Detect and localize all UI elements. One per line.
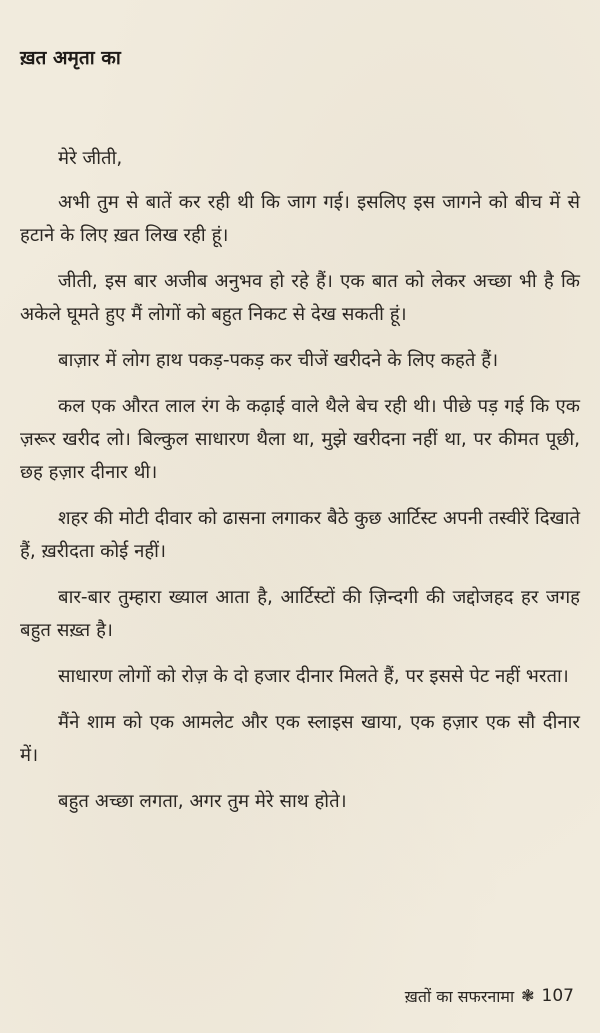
paragraph: शहर की मोटी दीवार को ढासना लगाकर बैठे कुछ आर्टिस्ट अपनी तस्वीरें दिखाते हैं, ख़रीदता कोई नहीं। <box>20 508 580 562</box>
letter-body <box>20 142 580 831</box>
paragraph: अभी तुम से बातें कर रही थी कि जाग गई। इसलिए इस जागने को बीच में से हटाने के लिए ख़त लिख रही हूं। <box>20 192 580 246</box>
paragraph: मैंने शाम को एक आमलेट और एक स्लाइस खाया, एक हज़ार एक सौ दीनार में। <box>20 712 580 766</box>
flower-ornament-icon: ❃ <box>521 986 535 1005</box>
paragraph: साधारण लोगों को रोज़ के दो हजार दीनार मिलते हैं, पर इससे पेट नहीं भरता। <box>58 666 569 687</box>
page-number: 107 <box>541 986 574 1006</box>
paragraph: कल एक औरत लाल रंग के कढ़ाई वाले थैले बेच रही थी। पीछे पड़ गई कि एक ज़रूर खरीद लो। बिल्कुल साधारण थैला था, मुझे खरीदना नहीं था, पर कीमत पूछी, छह हज़ार दीनार थी। <box>20 396 580 483</box>
paragraph: बहुत अच्छा लगता, अगर तुम मेरे साथ होते। <box>58 791 347 812</box>
running-footer <box>405 985 574 1007</box>
letter-salutation: मेरे जीती, <box>58 148 123 169</box>
paragraph: जीती, इस बार अजीब अनुभव हो रहे हैं। एक बात को लेकर अच्छा भी है कि अकेले घूमते हुए मैं लोगों को बहुत निकट से देख सकती हूं। <box>20 271 580 325</box>
paragraph: बाज़ार में लोग हाथ पकड़-पकड़ कर चीजें खरीदने के लिए कहते हैं। <box>58 350 499 371</box>
paragraph: बार-बार तुम्हारा ख्याल आता है, आर्टिस्टों की ज़िन्दगी की जद्दोजहद हर जगह बहुत सख़्त है। <box>20 587 580 641</box>
page-heading: ख़त अमृता का <box>20 47 121 69</box>
footer-book-title: ख़तों का सफरनामा <box>404 987 515 1006</box>
